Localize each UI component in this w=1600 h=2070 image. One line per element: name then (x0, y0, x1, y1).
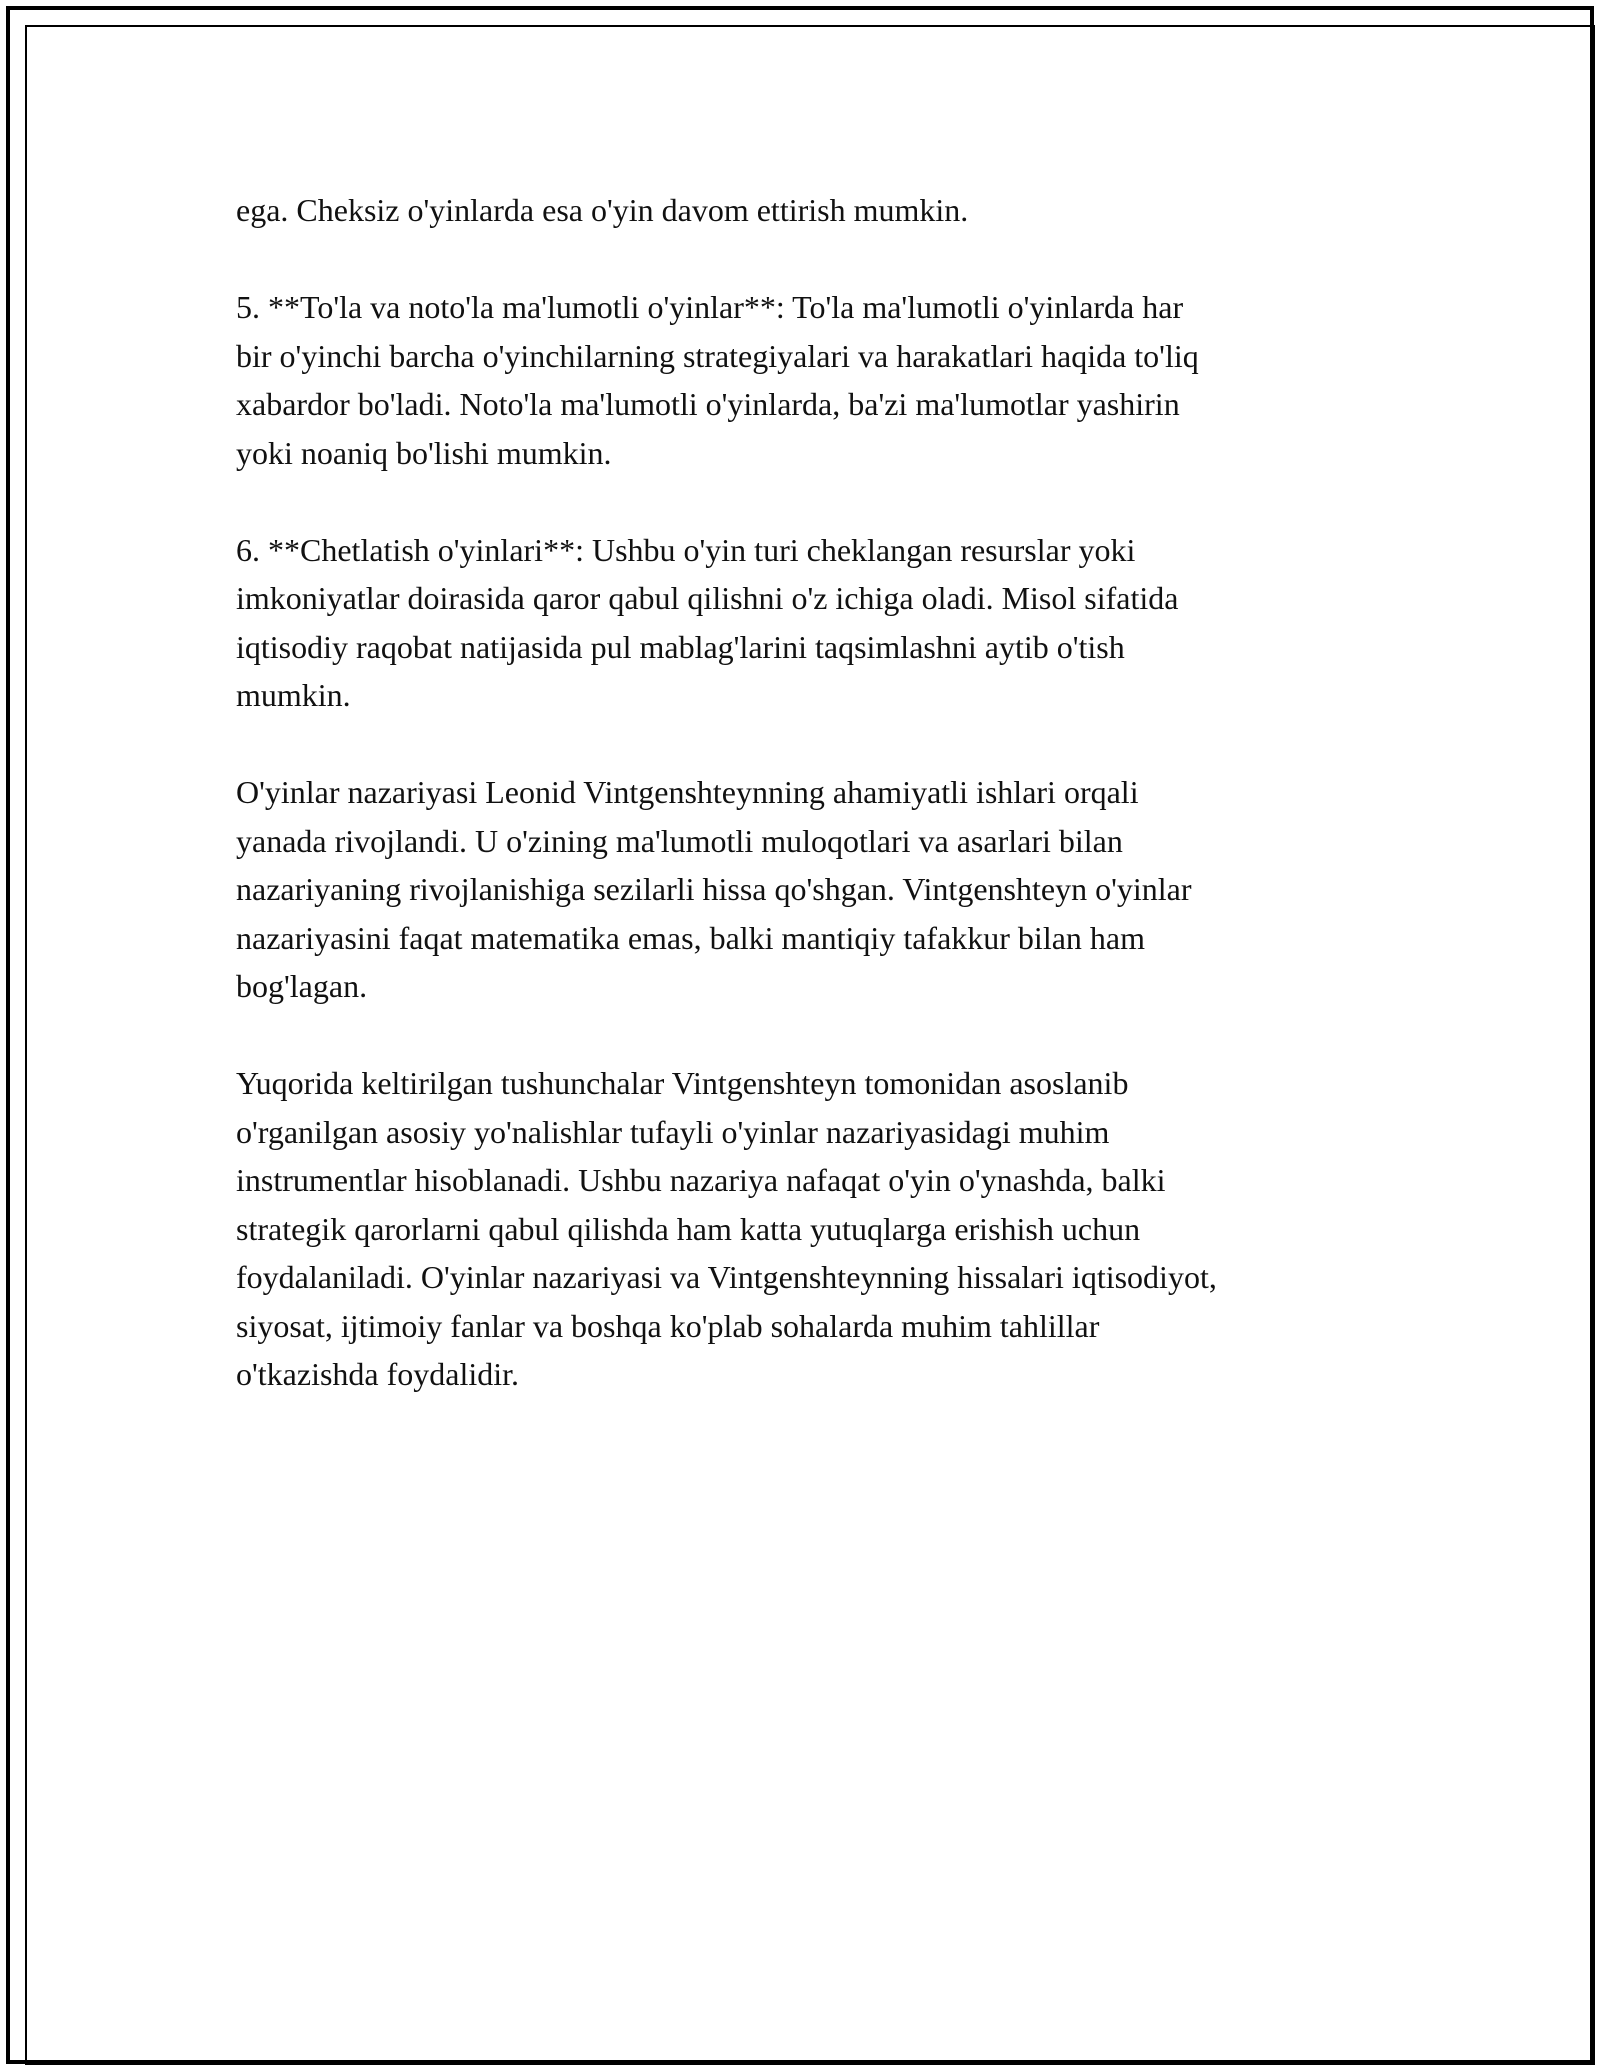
paragraph-continuation: ega. Cheksiz o'yinlarda esa o'yin davom ettirish mumkin. (236, 192, 969, 228)
paragraph-conclusion: Yuqorida keltirilgan tushunchalar Vintgenshteyn tomonidan asoslanib o'rganilgan asosiy yo'nalishlar tufayli o'yinlar nazariyasidagi muhim instrumentlar hisoblanadi. Ushbu nazariya nafaqat o'yin o'ynashda, balki strategik qarorlarni qabul qilishda ham katta yutuqlarga erishish uchun foydalaniladi. O'yinlar nazariyasi va Vintgenshteynning hissalari iqtisodiyot, siyosat, ijtimoiy fanlar va boshqa ko'plab sohalarda muhim tahlillar o'tkazishda foydalidir. (236, 1065, 1217, 1392)
paragraph-item-5: 5. **To'la va noto'la ma'lumotli o'yinlar**: To'la ma'lumotli o'yinlarda har bir o'yinchi barcha o'yinchilarning strategiyalari va harakatlari haqida to'liq xabardor bo'ladi. Noto'la ma'lumotli o'yinlarda, ba'zi ma'lumotlar yashirin yoki noaniq bo'lishi mumkin. (236, 289, 1199, 471)
paragraph-item-6: 6. **Chetlatish o'yinlari**: Ushbu o'yin turi cheklangan resurslar yoki imkoniyatlar doirasida qaror qabul qilishni o'z ichiga oladi. Misol sifatida iqtisodiy raqobat natijasida pul mablag'larini taqsimlashni aytib o'tish mumkin. (236, 531, 1179, 713)
document-body (236, 186, 1376, 1447)
paragraph-vintgenshteyn: O'yinlar nazariyasi Leonid Vintgenshteynning ahamiyatli ishlari orqali yanada rivojlandi. U o'zining ma'lumotli muloqotlari va asarlari bilan nazariyaning rivojlanishiga sezilarli hissa qo'shgan. Vintgenshteyn o'yinlar nazariyasini faqat matematika emas, balki mantiqiy tafakkur bilan ham bog'lagan. (236, 774, 1192, 1004)
